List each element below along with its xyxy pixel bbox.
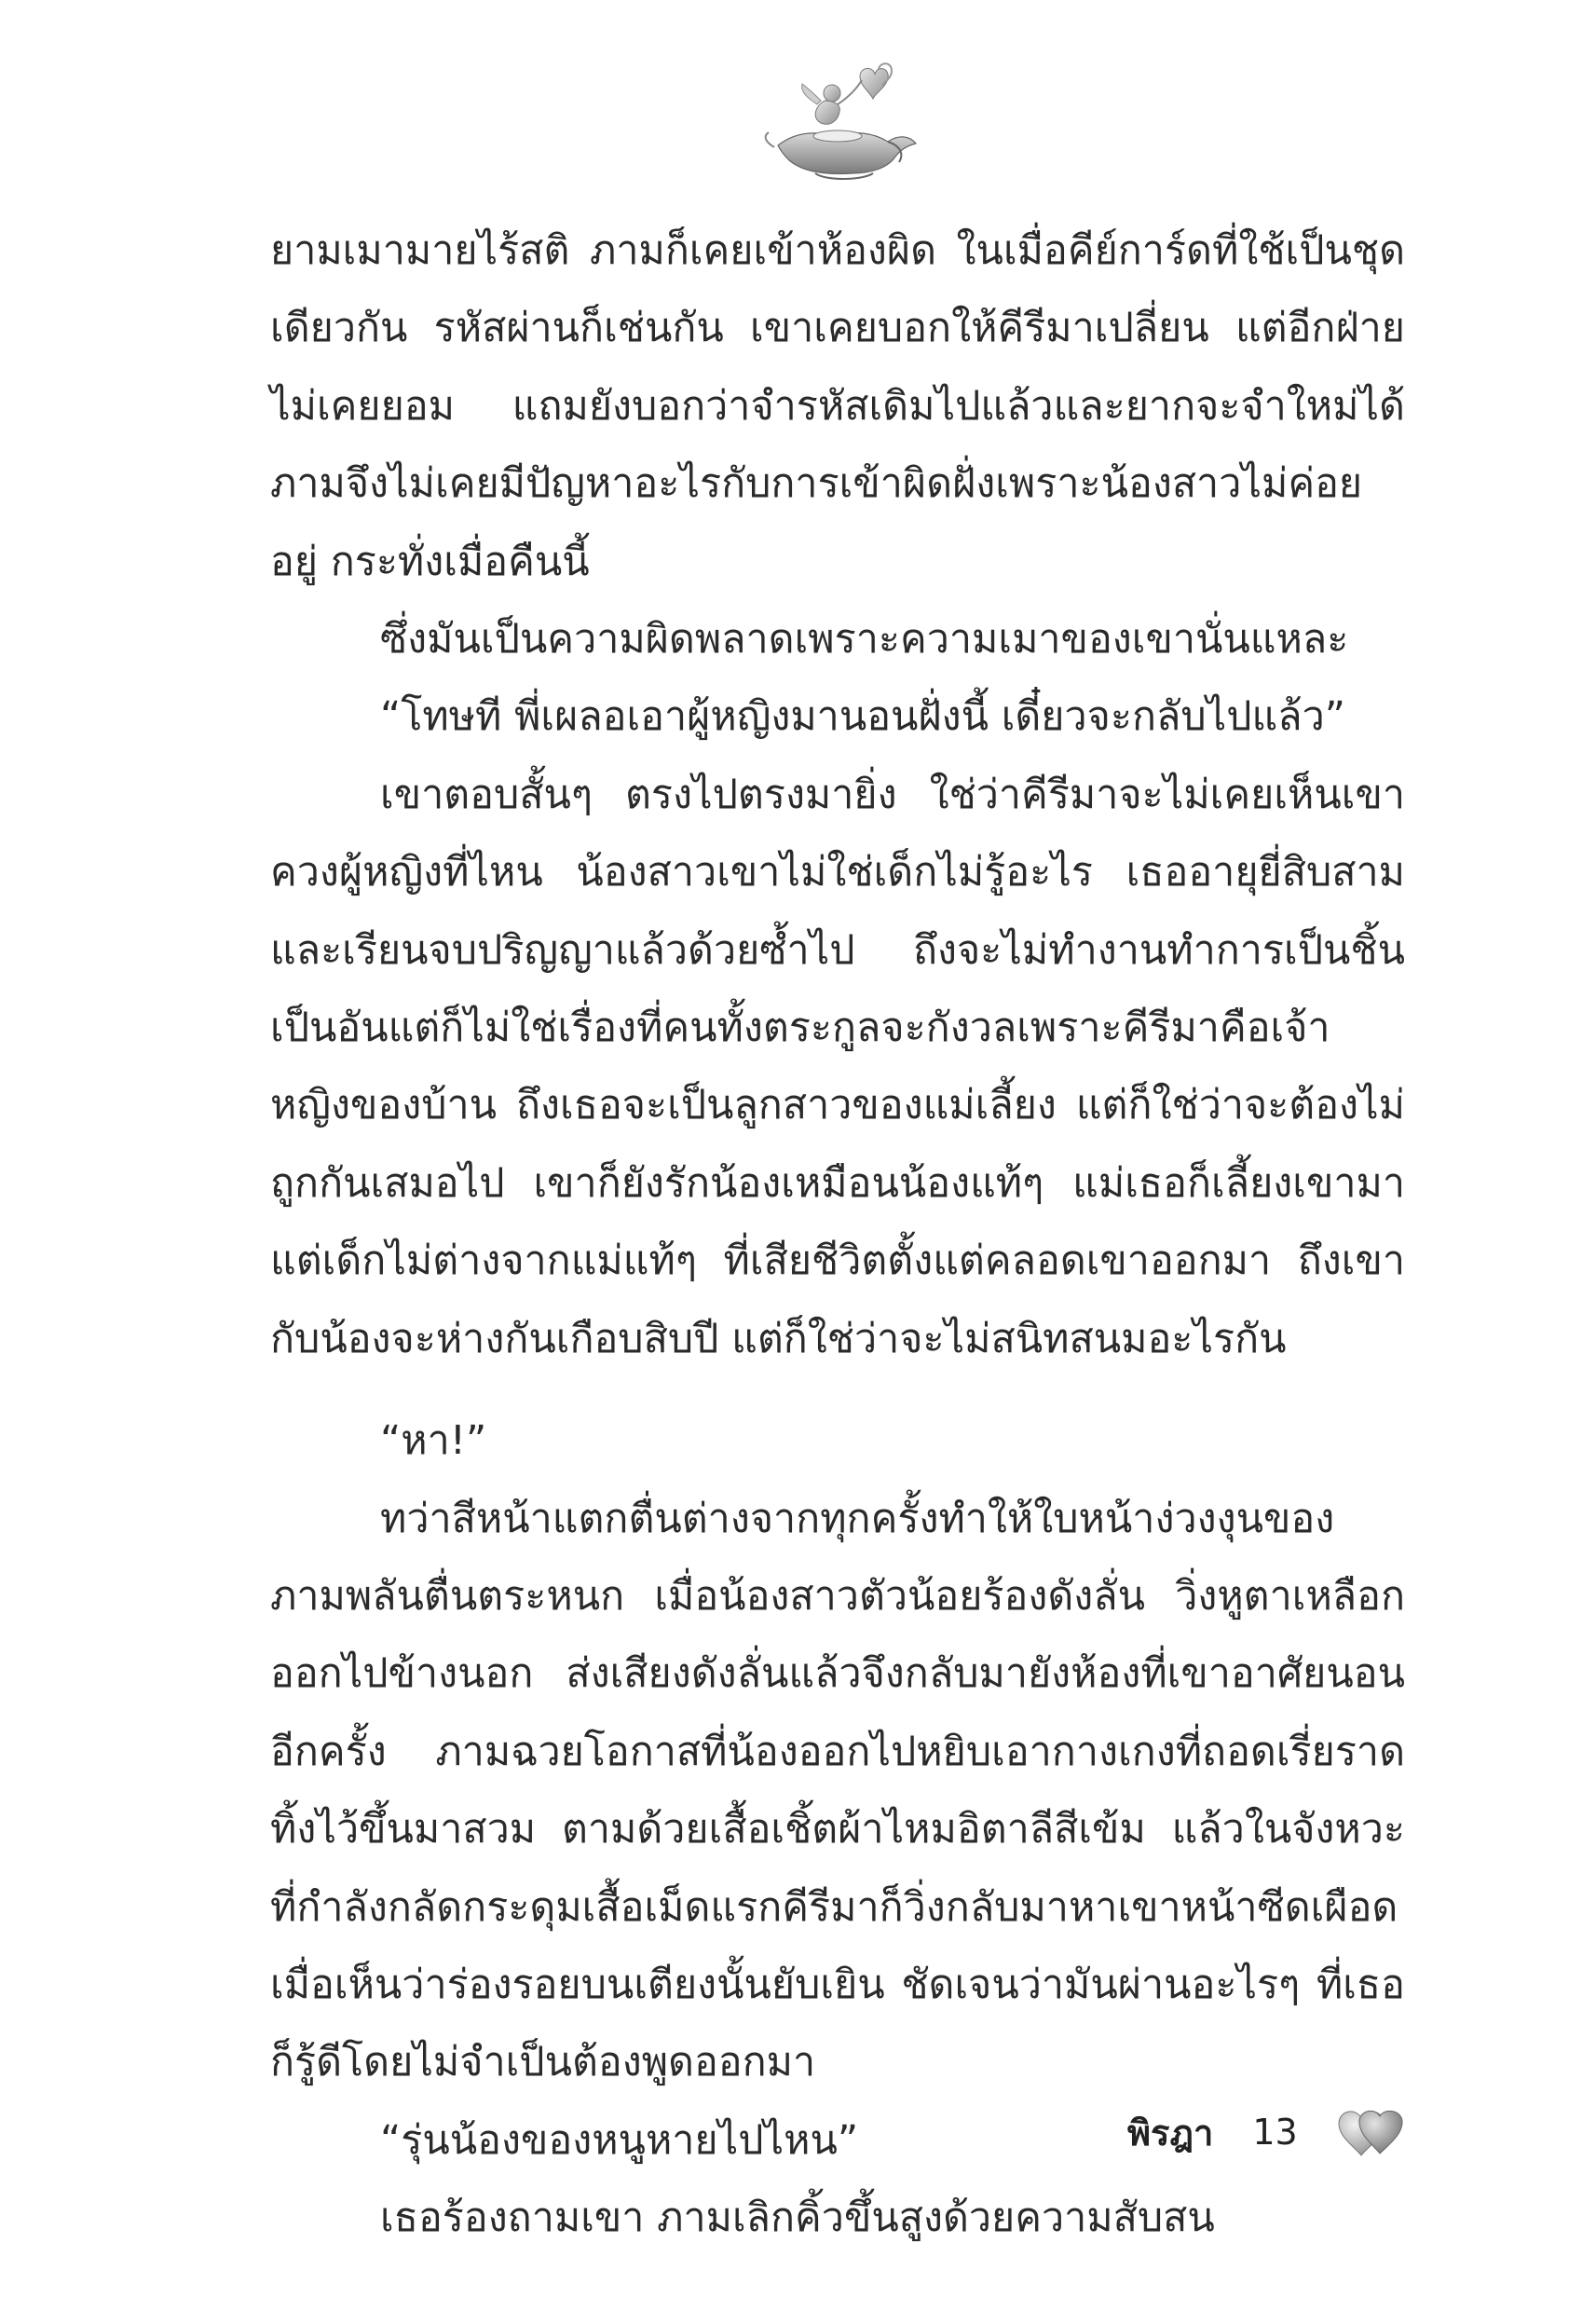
paragraph: ยามเมามายไร้สติ ภามก็เคยเข้าห้องผิด ในเมื่อคีย์การ์ดที่ใช้เป็นชุดเดียวกัน รหัสผ่านก็เช่นกัน เขาเคยบอกให้คีรีมาเปลี่ยน แต่อีกฝ่ายไม่เคยยอม แถมยังบอกว่าจำรหัสเดิมไปแล้วและยากจะจำใหม่ได้ ภามจึงไม่เคยมีปัญหาอะไรกับการเข้าผิดฝั่งเพราะน้องสาวไม่ค่อยอยู่ กระทั่งเมื่อคืนนี้: [270, 227, 1405, 585]
dialogue-line: “หา!”: [380, 1417, 487, 1465]
body-text: [270, 212, 1405, 2258]
author-name: พิรฎา: [1127, 2112, 1214, 2154]
page-footer: [1127, 2095, 1408, 2169]
paragraph: เขาตอบสั้นๆ ตรงไปตรงมายิ่ง ใช่ว่าคีรีมาจะไม่เคยเห็นเขาควงผู้หญิงที่ไหน น้องสาวเขาไม่ใช่เด็กไม่รู้อะไร เธออายุยี่สิบสามและเรียนจบปริญญาแล้วด้วยซ้ำไป ถึงจะไม่ทำงานทำการเป็นชิ้นเป็นอันแต่ก็ไม่ใช่เรื่องที่คนทั้งตระกูลจะกังวลเพราะคีรีมาคือเจ้าหญิงของบ้าน ถึงเธอจะเป็นลูกสาวของแม่เลี้ยง แต่ก็ใช่ว่าจะต้องไม่ถูกกันเสมอไป เขาก็ยังรักน้องเหมือนน้องแท้ๆ แม่เธอก็เลี้ยงเขามาแต่เด็กไม่ต่างจากแม่แท้ๆ ที่เสียชีวิตตั้งแต่คลอดเขาออกมา ถึงเขากับน้องจะห่างกันเกือบสิบปี แต่ก็ใช่ว่าจะไม่สนิทสนมอะไรกัน: [270, 771, 1405, 1362]
paragraph: ซึ่งมันเป็นความผิดพลาดเพราะความเมาของเขานั่นแหละ: [380, 616, 1349, 663]
teapot-cupid-emblem-icon: [759, 56, 922, 186]
page-number: 13: [1252, 2112, 1298, 2153]
hearts-icon: [1335, 2103, 1408, 2161]
dialogue-line: “โทษที พี่เผลอเอาผู้หญิงมานอนฝั่งนี้ เดี๋ยวจะกลับไปแล้ว”: [380, 693, 1346, 741]
dialogue-line: “รุ่นน้องของหนูหายไปไหน”: [380, 2116, 859, 2164]
paragraph: ทว่าสีหน้าแตกตื่นต่างจากทุกครั้งทำให้ใบหน้าง่วงงุนของภามพลันตื่นตระหนก เมื่อน้องสาวตัวน้อยร้องดังลั่น วิ่งหูตาเหลือกออกไปข้างนอก ส่งเสียงดังลั่นแล้วจึงกลับมายังห้องที่เขาอาศัยนอนอีกครั้ง ภามฉวยโอกาสที่น้องออกไปหยิบเอากางเกงที่ถอดเรี่ยราดทิ้งไว้ขึ้นมาสวม ตามด้วยเสื้อเชิ้ตผ้าไหมอิตาลีสีเข้ม แล้วในจังหวะที่กำลังกลัดกระดุมเสื้อเม็ดแรกคีรีมาก็วิ่งกลับมาหาเขาหน้าซีดเผือด เมื่อเห็นว่าร่องรอยบนเตียงนั้นยับเยิน ชัดเจนว่ามันผ่านอะไรๆ ที่เธอก็รู้ดีโดยไม่จำเป็นต้องพูดออกมา: [270, 1495, 1405, 2086]
paragraph: เธอร้องถามเขา ภามเลิกคิ้วขึ้นสูงด้วยความสับสน: [380, 2195, 1215, 2242]
